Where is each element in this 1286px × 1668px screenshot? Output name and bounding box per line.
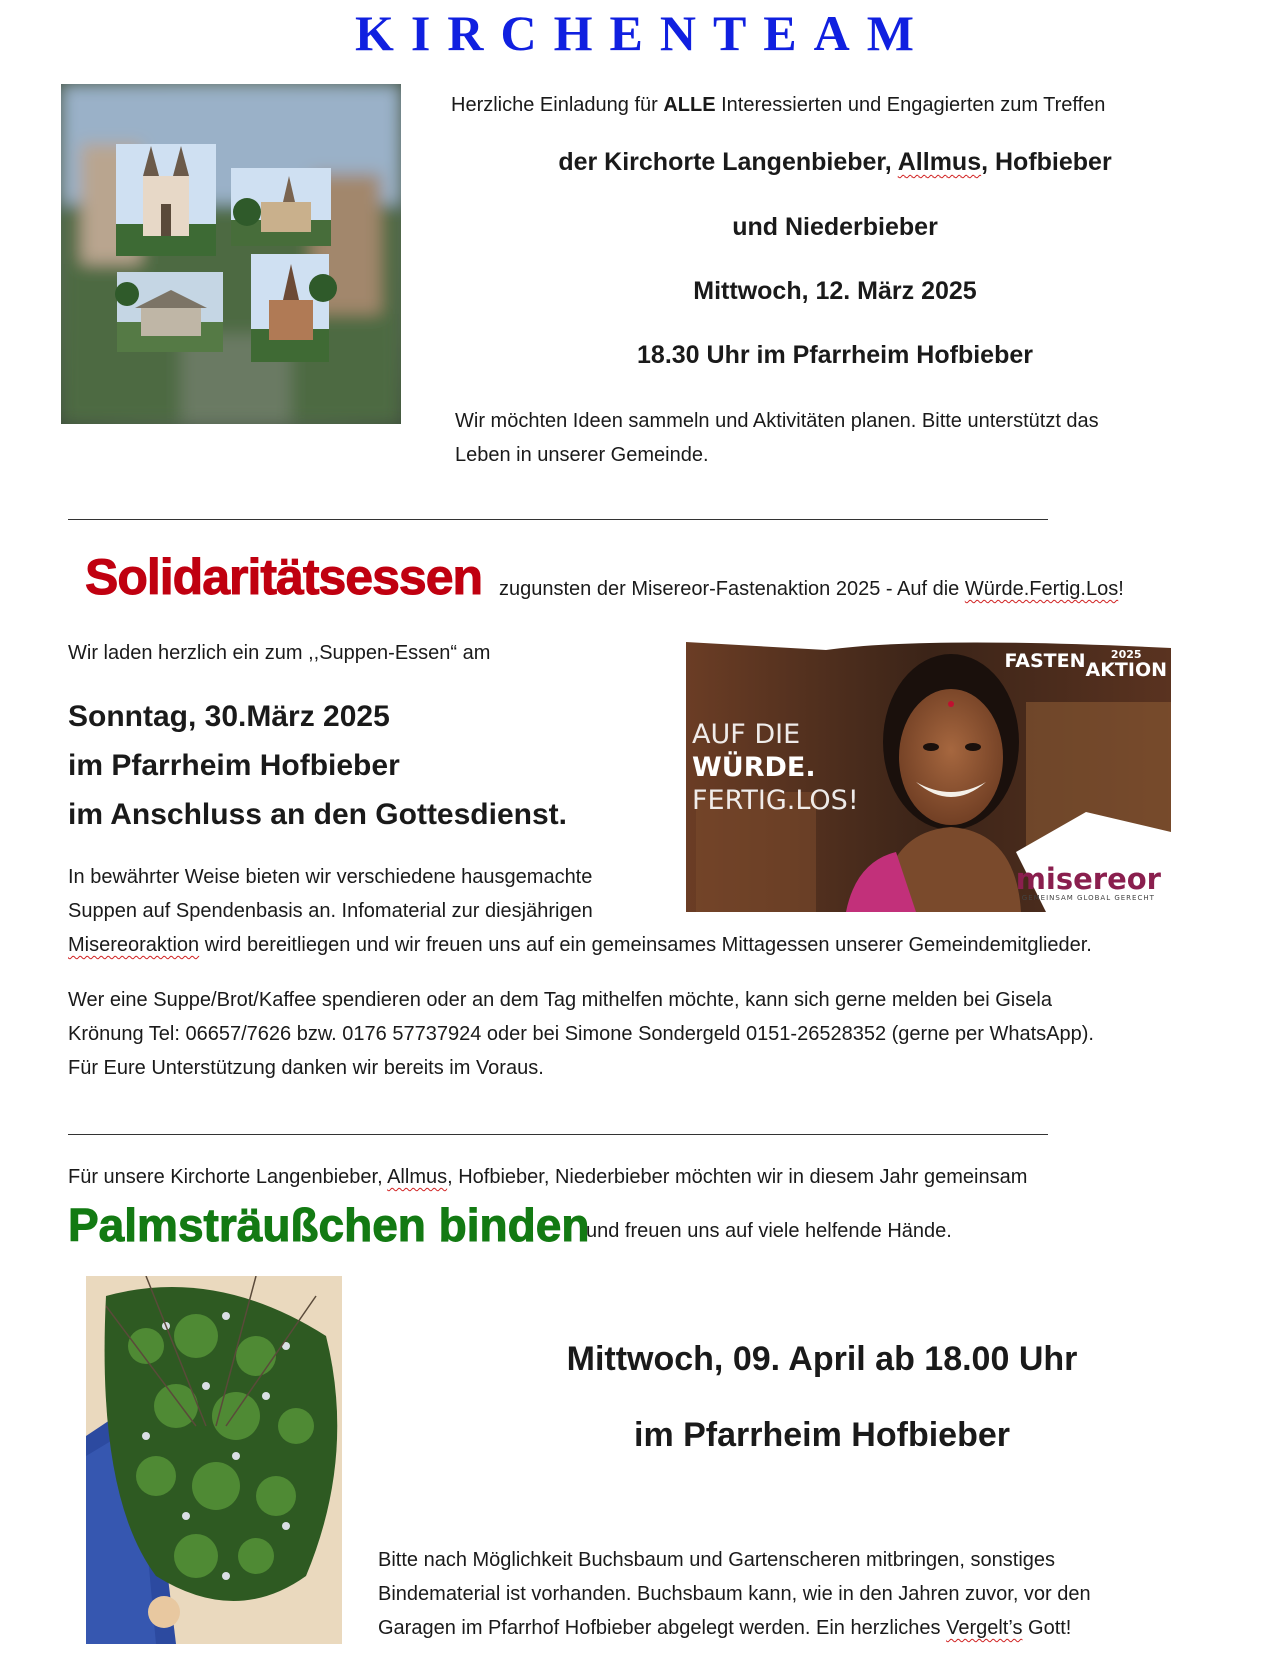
poster-slogan: AUF DIE WÜRDE. FERTIG.LOS! <box>692 719 859 816</box>
kirchenteam-body: Wir möchten Ideen sammeln und Aktivitäten planen. Bitte unterstützt das Leben in unserer Gemeinde. <box>455 410 1099 466</box>
meeting-date: Mittwoch, 12. März 2025 <box>693 277 977 305</box>
palm-body: Bitte nach Möglichkeit Buchsbaum und Gartenscheren mitbringen, sonstiges Bindematerial ist vorhanden. Buchsbaum kann, wie in den Jahren zuvor, vor den Garagen im Pfarrhof Hofbieber abgelegt werden. Ein herzliches Vergelt’s Gott! <box>378 1549 1091 1639</box>
suppen-date: Sonntag, 30.März 2025 <box>68 700 390 733</box>
palm-bouquet-image <box>86 1276 342 1644</box>
church-photo-2 <box>231 168 331 246</box>
solidaritaet-subtitle: zugunsten der Misereor-Fastenaktion 2025 - Auf die Würde.Fertig.Los! <box>499 578 1124 600</box>
palm-place: im Pfarrheim Hofbieber <box>634 1416 1010 1454</box>
kirchorte-line: der Kirchorte Langenbieber, Allmus, Hofbieber <box>558 148 1112 176</box>
kirchorte-line-2: und Niederbieber <box>732 213 938 241</box>
church-photo-3 <box>115 272 223 352</box>
church-collage-image <box>61 84 401 424</box>
suppen-invite: Wir laden herzlich ein zum ,,Suppen-Essen“ am <box>68 642 491 664</box>
page-title: KIRCHENTEAM <box>355 5 931 61</box>
suppen-place: im Pfarrheim Hofbieber <box>68 749 400 782</box>
divider-1 <box>68 519 1048 520</box>
meeting-time-place: 18.30 Uhr im Pfarrheim Hofbieber <box>637 341 1033 369</box>
church-photo-4 <box>251 254 337 362</box>
palm-date-time: Mittwoch, 09. April ab 18.00 Uhr <box>566 1340 1078 1378</box>
kirchenteam-intro: Herzliche Einladung für ALLE Interessierten und Engagierten zum Treffen <box>451 94 1106 116</box>
suppen-paragraph-2: Wer eine Suppe/Brot/Kaffee spendieren oder an dem Tag mithelfen möchte, kann sich gerne melden bei Gisela Krönung Tel: 06657/7626 bzw. 0176 57737924 oder bei Simone Sondergeld 0151-26528352 (gerne per WhatsApp). Für Eure Unterstützung danken wir bereits im Voraus. <box>68 989 1094 1079</box>
palm-heading-tail: und freuen uns auf viele helfende Hände. <box>586 1220 952 1242</box>
divider-2 <box>68 1134 1048 1135</box>
palm-intro: Für unsere Kirchorte Langenbieber, Allmus, Hofbieber, Niederbieber möchten wir in diesem Jahr gemeinsam <box>68 1166 1028 1188</box>
suppen-after: im Anschluss an den Gottesdienst. <box>68 798 567 831</box>
poster-fasten-label: FASTEN 2025 AKTION <box>1004 648 1167 681</box>
solidaritaet-heading: Solidaritätsessen <box>85 549 483 605</box>
suppen-event-details <box>68 692 567 839</box>
misereor-logo: misereor GEMEINSAM GLOBAL GERECHT <box>1015 862 1161 902</box>
church-photo-1 <box>116 144 216 256</box>
suppen-paragraph-1: In bewährter Weise bieten wir verschiedene hausgemachte Suppen auf Spendenbasis an. Infomaterial zur diesjährigen Misereoraktion wird bereitliegen und wir freuen uns auf ein gemeinsames Mittagessen unserer Gemeindemitglieder. <box>68 866 1092 956</box>
palm-heading: Palmsträußchen binden <box>68 1199 590 1251</box>
